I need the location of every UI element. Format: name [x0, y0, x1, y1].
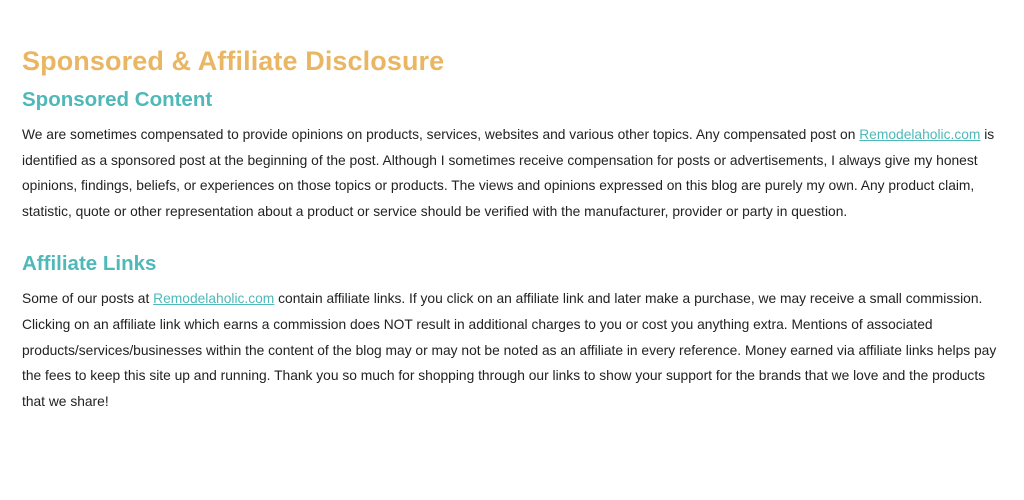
affiliate-text-before-link: Some of our posts at: [22, 291, 154, 307]
sponsored-text-before-link: We are sometimes compensated to provide opinions on products, services, websites and various other topics. Any compensated post on: [22, 127, 860, 142]
page-title: Sponsored & Affiliate Disclosure: [22, 46, 445, 76]
sponsored-content-section: [22, 87, 1002, 224]
affiliate-links-heading: Affiliate Links: [22, 252, 157, 276]
affiliate-text-after-link: contain affiliate links. If you click on an affiliate link and later make a purchase, we may receive a small commission. Clicking on an affiliate link which earns a commission does NOT result in additional charges to you or cost you anything extra. Mentions of associated products/services/businesses within the content of the blog may or may not be noted as an affiliate in every reference. Money earned via affiliate links helps pay the fees to keep this site up and running. Thank you so much for shopping through our links to show your support for the brands that we love and the products that we share!: [22, 291, 997, 409]
affiliate-links-paragraph: [22, 286, 1002, 414]
remodelaholic-link[interactable]: Remodelaholic.com: [859, 127, 981, 142]
sponsored-text-after-link: is identified as a sponsored post at the beginning of the post. Although I sometimes receive compensation for posts or advertisements, I always give my honest opinions, findings, beliefs, or experiences on those topics or products. The views and opinions expressed on this blog are purely my own. Any product claim, statistic, quote or other representation about a product or service should be verified with the manufacturer, provider or party in question.: [22, 127, 995, 219]
sponsored-content-heading: Sponsored Content: [22, 88, 213, 111]
sponsored-content-paragraph: [22, 122, 1002, 224]
affiliate-links-section: [22, 251, 1002, 414]
remodelaholic-link[interactable]: Remodelaholic.com: [153, 291, 275, 307]
